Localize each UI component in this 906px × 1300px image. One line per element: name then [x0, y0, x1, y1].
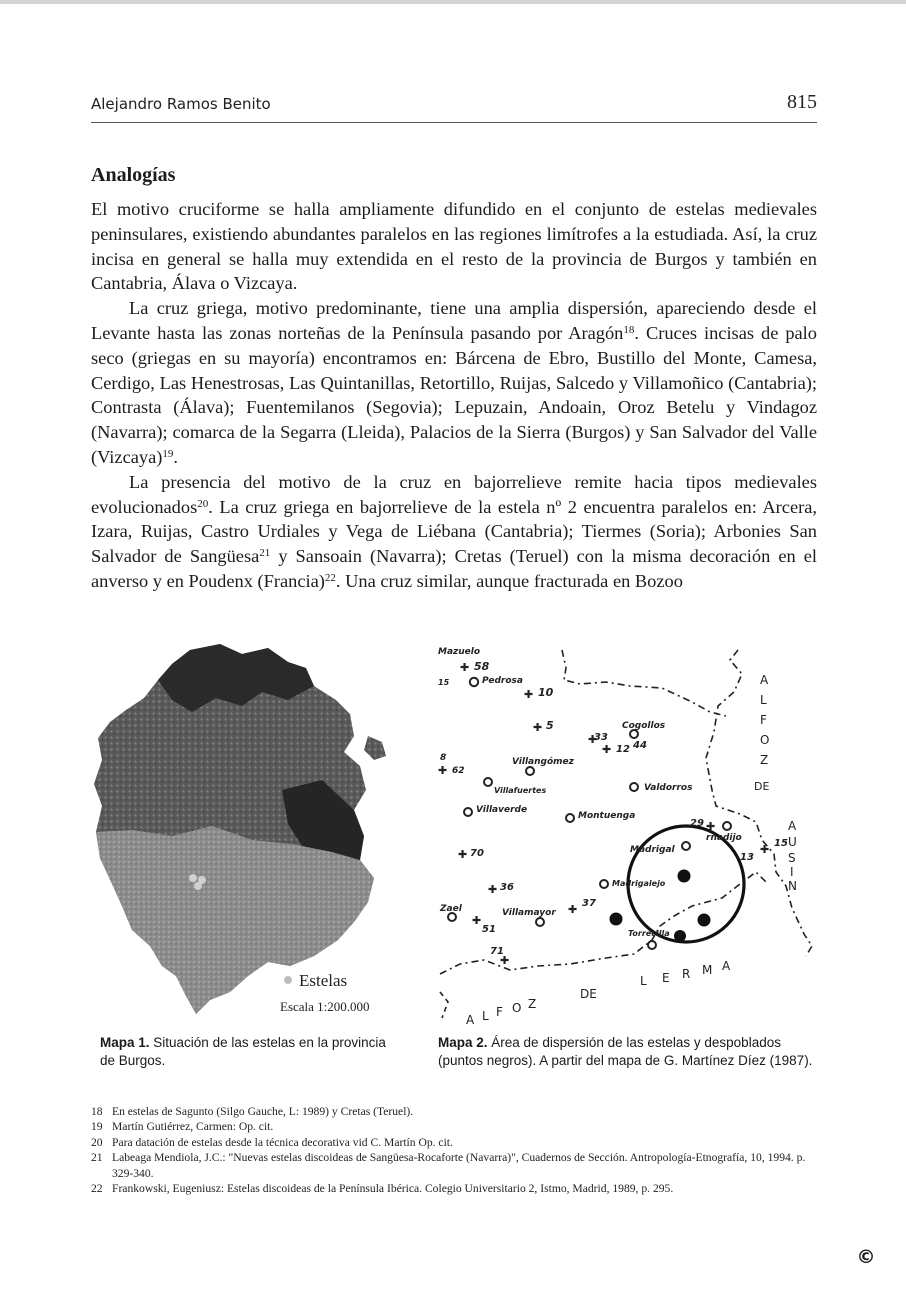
map1-caption-text: Situación de las estelas en la provincia de Burgos. — [100, 1035, 386, 1068]
paragraph-3-text-c: y Sansoain (Navarra); Cretas (Teruel) con la misma decoración en el anverso y en Poudenx (Francia) — [91, 546, 817, 591]
number-15a: 15 — [438, 678, 450, 687]
place-villamayor: Villamayor — [502, 908, 556, 918]
marker-51: ✚ — [472, 914, 482, 927]
page-number: 815 — [787, 91, 817, 113]
lerma-letter-5: A — [722, 959, 731, 973]
region-label-de-right: DE — [754, 780, 770, 793]
marker-33: ✚ — [588, 733, 598, 746]
copyright-icon: © — [856, 1246, 876, 1268]
footnote-number: 20 — [91, 1135, 103, 1149]
region-label-de-bottom: DE — [580, 987, 597, 1001]
despoblado-dot-4 — [674, 930, 686, 942]
despoblado-dot-1 — [678, 870, 691, 883]
place-marker-madrigalejo — [600, 880, 608, 888]
number-5: 5 — [546, 719, 554, 732]
note-ref-20: 20 — [197, 497, 209, 510]
lerma-letter-3: R — [682, 967, 691, 981]
place-villaverde: Villaverde — [476, 805, 528, 815]
number-51: 51 — [482, 924, 496, 935]
region-label-alfoz-bottom — [466, 997, 536, 1027]
place-sarracin-fragment: rnadijo — [706, 833, 742, 843]
number-10: 10 — [538, 686, 554, 699]
region-label-lerma — [640, 959, 731, 988]
footnote-18 — [91, 1104, 817, 1119]
place-marker-zael — [448, 913, 456, 921]
number-33: 33 — [594, 732, 608, 743]
place-marker-villamayor — [536, 918, 544, 926]
footnote-19 — [91, 1119, 817, 1134]
alfoz-bottom-letter-4: O — [512, 1001, 522, 1015]
place-madrigalejo: Madrigalejo — [612, 879, 666, 888]
place-marker-montuenga — [566, 814, 574, 822]
lerma-letter-4: M — [702, 963, 713, 977]
paragraph-2-text-b: . Cruces incisas de palo seco (griegas en su mayoría) encontramos en: Bárcena de Ebro, Bustillo del Monte, Camesa, Cerdigo, Las Henestrosas, Las Quintanillas, Retortillo, Ruijas, Salcedo y Villamoñico (Cantabria); Contrasta (Álava); Fuentemilanos (Segovia); Lepuzain, Andoain, Oroz Betelu y Vindagoz (Navarra); comarca de la Segarra (Lleida), Palacios de la Sierra (Burgos) y San Salvador del Valle (Vizcaya) — [91, 322, 817, 467]
number-58: 58 — [474, 660, 490, 673]
footnote-21 — [91, 1150, 817, 1181]
scale-label: Escala 1:200.000 — [280, 999, 370, 1014]
ausin-letter-3: S — [788, 851, 796, 865]
paragraph-3-text-d: . Una cruz similar, aunque fracturada en Bozoo — [335, 570, 683, 591]
footnote-number: 21 — [91, 1151, 103, 1165]
number-70: 70 — [470, 848, 484, 859]
marker-29: ✚ — [706, 820, 716, 833]
place-villangomez: Villangómez — [512, 757, 574, 767]
place-valdorros: Valdorros — [644, 783, 693, 793]
despoblado-dot-3 — [698, 914, 711, 927]
paragraph-1 — [91, 197, 817, 296]
footnote-number: 19 — [91, 1120, 103, 1134]
map2-caption-text: Área de dispersión de las estelas y despoblados (puntos negros). A partir del mapa de G. Martínez Díez (1987). — [438, 1035, 813, 1068]
footnote-text: Labeaga Mendiola, J.C.: "Nuevas estelas discoideas de Sangüesa-Rocaforte (Navarra)", Cuadernos de Sección. Antropología-Etnografía, 10, 1994. p. 329-340. — [112, 1151, 806, 1180]
alfoz-bottom-letter-5: Z — [528, 997, 537, 1011]
ausin-letter-5: N — [788, 879, 797, 893]
place-marker-valdorros — [630, 783, 638, 791]
marker-36: ✚ — [488, 883, 498, 896]
note-ref-18: 18 — [623, 323, 635, 336]
alfoz-bottom-letter-3: F — [496, 1005, 503, 1019]
place-marker-madrigal — [682, 842, 690, 850]
footnote-20 — [91, 1135, 817, 1150]
legend-estelas-label: Estelas — [299, 971, 348, 990]
section-title: Analogías — [91, 164, 176, 186]
ausin-letter-2: U — [788, 835, 797, 849]
place-villafuertes: Villafuertes — [494, 786, 547, 795]
place-cogollos: Cogollos — [622, 721, 666, 731]
note-ref-22: 22 — [324, 571, 336, 584]
place-marker-villaverde — [464, 808, 472, 816]
number-36: 36 — [500, 882, 514, 893]
footnote-text: Para datación de estelas desde la técnica decorativa vid C. Martín Op. cit. — [112, 1135, 453, 1149]
place-zael: Zael — [440, 904, 462, 914]
map2-caption — [438, 1034, 828, 1070]
alfoz-right-letter-3: F — [760, 713, 767, 727]
alfoz-right-letter-4: O — [760, 733, 770, 747]
estela-dot-3 — [194, 882, 202, 890]
map2-caption-label: Mapa 2. — [438, 1035, 488, 1050]
paragraph-3 — [91, 470, 817, 594]
place-marker-torrecilla — [648, 941, 656, 949]
ausin-letter-4: I — [790, 865, 794, 879]
footnote-number: 22 — [91, 1182, 103, 1196]
body-text — [91, 197, 817, 594]
footnote-text: En estelas de Sagunto (Silgo Gauche, L: 1989) y Cretas (Teruel). — [112, 1105, 414, 1118]
marker-37: ✚ — [568, 903, 578, 916]
map1-caption-label: Mapa 1. — [100, 1035, 150, 1050]
note-ref-21: 21 — [259, 547, 271, 560]
place-marker-villangomez — [526, 767, 534, 775]
number-8: 8 — [440, 753, 447, 763]
lerma-letter-1: L — [640, 974, 647, 988]
place-pedrosa: Pedrosa — [482, 676, 523, 686]
despoblado-dot-2 — [610, 913, 623, 926]
marker-62: ✚ — [438, 764, 448, 777]
paragraph-3-text-a: La presencia del motivo de la cruz en bajorrelieve remite hacia tipos medievales evolucionados — [91, 471, 817, 517]
footnotes — [91, 1104, 817, 1196]
note-ref-19: 19 — [162, 447, 174, 460]
alfoz-bottom-letter-1: A — [466, 1013, 475, 1027]
estela-dot-1 — [189, 874, 197, 882]
alfoz-right-letter-5: Z — [760, 753, 769, 767]
paragraph-2 — [91, 296, 817, 470]
number-44: 44 — [633, 740, 647, 751]
place-marker-sarracin — [723, 822, 731, 830]
lerma-letter-2: E — [662, 971, 670, 985]
alfoz-right-letter-2: L — [760, 693, 767, 707]
marker-70: ✚ — [458, 848, 468, 861]
map-burgos-province — [92, 640, 392, 1025]
footnote-text: Martín Gutiérrez, Carmen: Op. cit. — [112, 1120, 274, 1134]
region-label-ausin — [788, 819, 797, 893]
map-dispersion-area — [430, 640, 825, 1035]
number-71: 71 — [490, 946, 504, 957]
place-mazuelo: Mazuelo — [438, 647, 481, 657]
marker-12: ✚ — [602, 743, 612, 756]
number-15b: 15 — [774, 838, 788, 849]
number-62: 62 — [452, 766, 465, 776]
paragraph-3-text-b: . La cruz griega en bajorrelieve de la estela nº 2 encuentra paralelos en: Arcera, Izara, Ruijas, Castro Urdiales y Vega de Liébana (Cantabria); Tiermes (Soria); Arbonies San Salvador de Sangüesa — [91, 496, 817, 567]
marker-58: ✚ — [460, 661, 470, 674]
place-montuenga: Montuenga — [578, 811, 636, 821]
region-label-alfoz-right — [760, 673, 769, 767]
border-east-dashed — [706, 650, 812, 956]
header-rule — [91, 122, 817, 123]
legend-estelas-dot — [284, 976, 292, 984]
place-marker-pedrosa — [470, 678, 478, 686]
number-12: 12 — [616, 744, 630, 755]
footnote-number: 18 — [91, 1105, 103, 1118]
paragraph-2-text-c: . — [173, 446, 178, 467]
marker-15b: ✚ — [760, 843, 770, 856]
place-marker-cogollos — [630, 730, 638, 738]
number-29: 29 — [690, 818, 704, 829]
border-southwest-dashed — [440, 992, 448, 1018]
footnote-text: Frankowski, Eugeniusz: Estelas discoideas de la Península Ibérica. Colegio Universitario 2, Istmo, Madrid, 1989, p. 295. — [112, 1182, 674, 1196]
marker-71: ✚ — [500, 954, 510, 967]
paragraph-1-text: El motivo cruciforme se halla ampliamente difundido en el conjunto de estelas medievales peninsulares, existiendo abundantes paralelos en las regiones limítrofes a la estudiada. Así, la cruz incisa en general se halla muy extendida en el resto de la provincia de Burgos y también en Cantabria, Álava o Vizcaya. — [91, 199, 817, 294]
map1-caption — [100, 1034, 400, 1070]
place-madrigal: Madrigal — [630, 845, 675, 855]
place-torrecilla: Torrecilla — [628, 929, 670, 938]
enclave — [364, 736, 386, 760]
marker-10: ✚ — [524, 688, 534, 701]
footnote-22 — [91, 1181, 817, 1196]
alfoz-right-letter-1: A — [760, 673, 769, 687]
border-north-dashed — [562, 650, 726, 716]
number-13: 13 — [740, 852, 754, 863]
alfoz-bottom-letter-2: L — [482, 1009, 489, 1023]
marker-5: ✚ — [533, 721, 543, 734]
number-37: 37 — [582, 898, 596, 909]
place-marker-villafuertes — [484, 778, 492, 786]
ausin-letter-1: A — [788, 819, 797, 833]
running-header-author: Alejandro Ramos Benito — [91, 95, 271, 113]
paragraph-2-text-a: La cruz griega, motivo predominante, tiene una amplia dispersión, apareciendo desde el Levante hasta las zonas norteñas de la Península pasando por Aragón — [91, 298, 817, 343]
